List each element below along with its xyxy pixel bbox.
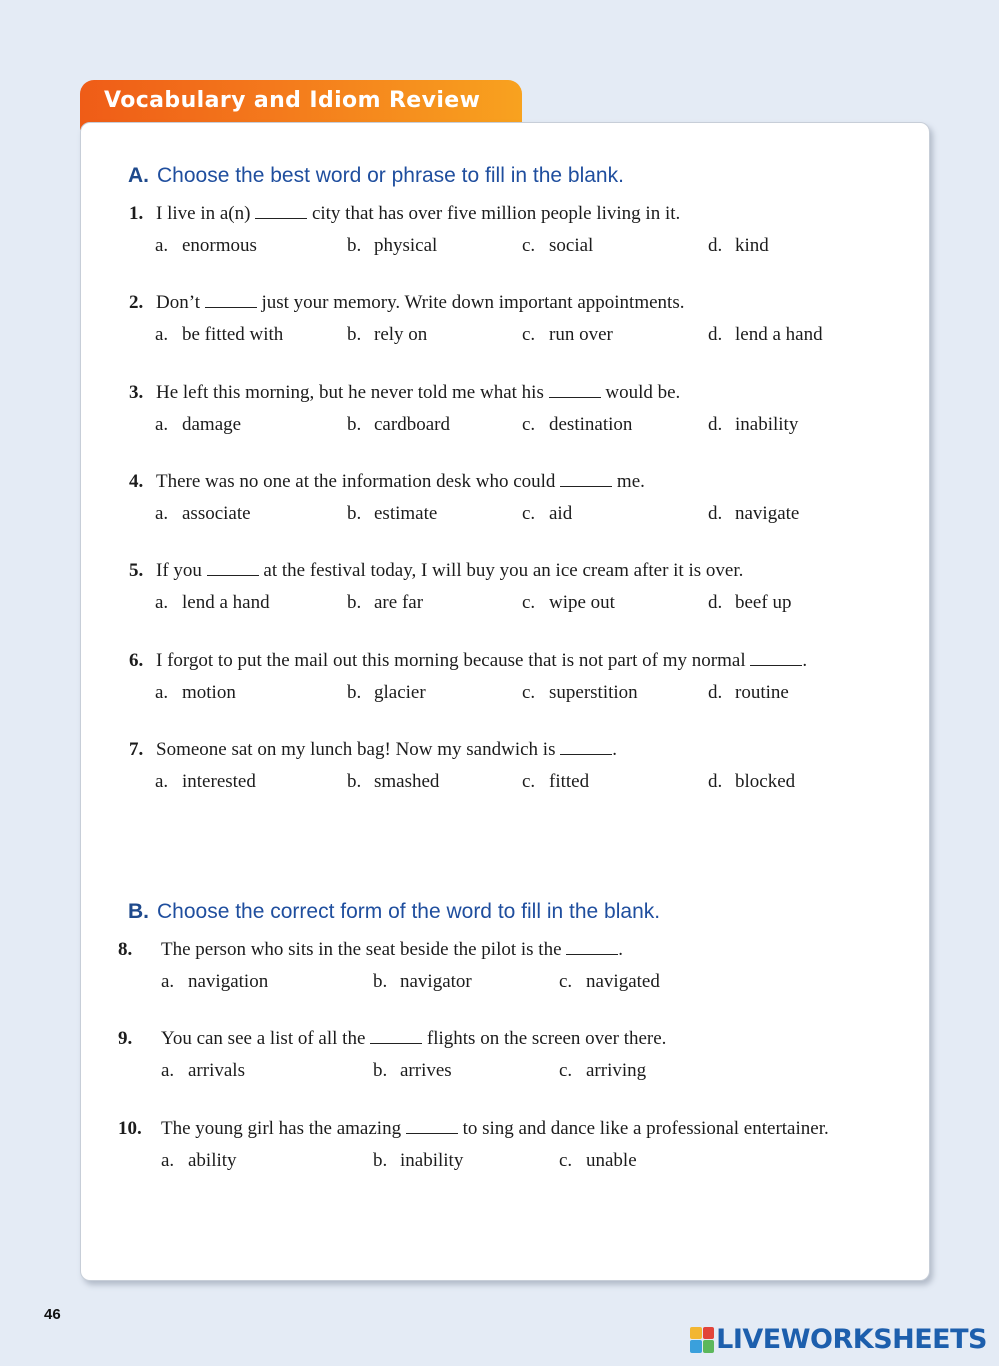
- answer-blank[interactable]: [560, 473, 612, 487]
- page-number: 46: [44, 1306, 61, 1323]
- answer-blank[interactable]: [205, 294, 257, 308]
- option-letter: a.: [155, 414, 169, 435]
- question-5: [129, 560, 743, 582]
- option-letter: b.: [347, 324, 362, 345]
- section-b-letter: B.: [128, 900, 149, 923]
- answer-option[interactable]: [522, 324, 613, 346]
- option-letter: b.: [373, 1150, 388, 1171]
- question-number: 6.: [129, 650, 144, 671]
- option-text: navigated: [586, 971, 660, 992]
- option-text: ability: [188, 1150, 237, 1171]
- answer-option[interactable]: [708, 503, 799, 525]
- question-number: 10.: [118, 1118, 142, 1139]
- question-text-after: to sing and dance like a professional entertainer.: [462, 1118, 829, 1139]
- option-text: estimate: [374, 503, 438, 524]
- question-text-before: He left this morning, but he never told me what his: [156, 382, 544, 403]
- question-text-before: The person who sits in the seat beside the pilot is the: [161, 939, 562, 960]
- answer-option[interactable]: [347, 592, 423, 614]
- option-letter: d.: [708, 235, 723, 256]
- question-text-after: at the festival today, I will buy you an ice cream after it is over.: [263, 560, 744, 581]
- answer-option[interactable]: [708, 682, 789, 704]
- answer-option[interactable]: [522, 503, 572, 525]
- option-text: routine: [735, 682, 789, 703]
- answer-blank[interactable]: [549, 384, 601, 398]
- option-text: navigator: [400, 971, 472, 992]
- question-2: [129, 292, 684, 314]
- option-text: destination: [549, 414, 633, 435]
- brand-logo: [690, 1324, 987, 1355]
- option-letter: c.: [522, 324, 536, 345]
- option-text: social: [549, 235, 594, 256]
- question-number: 3.: [129, 382, 144, 403]
- answer-option[interactable]: [161, 1060, 245, 1082]
- option-letter: d.: [708, 592, 723, 613]
- option-text: arriving: [586, 1060, 647, 1081]
- option-text: inability: [400, 1150, 464, 1171]
- answer-option[interactable]: [373, 1060, 452, 1082]
- question-number: 5.: [129, 560, 144, 581]
- answer-blank[interactable]: [255, 205, 307, 219]
- option-letter: c.: [522, 503, 536, 524]
- answer-option[interactable]: [161, 1150, 237, 1172]
- option-letter: b.: [347, 682, 362, 703]
- answer-blank[interactable]: [207, 562, 259, 576]
- option-text: damage: [182, 414, 242, 435]
- answer-option[interactable]: [708, 235, 769, 257]
- question-6: [129, 650, 807, 672]
- option-letter: c.: [559, 1150, 573, 1171]
- option-text: interested: [182, 771, 256, 792]
- answer-option[interactable]: [347, 503, 437, 525]
- option-letter: a.: [155, 682, 169, 703]
- option-text: enormous: [182, 235, 257, 256]
- question-text-after: .: [612, 739, 617, 760]
- answer-option[interactable]: [347, 682, 426, 704]
- question-number: 9.: [118, 1028, 133, 1049]
- question-4: [129, 471, 645, 493]
- option-text: arrives: [400, 1060, 452, 1081]
- answer-option[interactable]: [347, 414, 450, 436]
- option-letter: c.: [522, 771, 536, 792]
- answer-option[interactable]: [155, 682, 236, 704]
- option-letter: b.: [373, 971, 388, 992]
- answer-option[interactable]: [522, 592, 615, 614]
- question-text-before: There was no one at the information desk who could: [156, 471, 556, 492]
- option-text: run over: [549, 324, 613, 345]
- question-text-before: The young girl has the amazing: [161, 1118, 402, 1139]
- option-letter: c.: [559, 1060, 573, 1081]
- question-number: 1.: [129, 203, 144, 224]
- option-text: inability: [735, 414, 799, 435]
- question-7: [129, 739, 617, 761]
- section-b-heading: [128, 900, 660, 924]
- question-text-after: flights on the screen over there.: [426, 1028, 667, 1049]
- option-letter: d.: [708, 503, 723, 524]
- question-number: 2.: [129, 292, 144, 313]
- brand-name: LIVEWORKSHEETS: [716, 1324, 987, 1355]
- option-letter: b.: [347, 592, 362, 613]
- answer-option[interactable]: [347, 771, 439, 793]
- answer-option[interactable]: [522, 771, 589, 793]
- answer-option[interactable]: [155, 235, 257, 257]
- section-a-letter: A.: [128, 164, 149, 187]
- option-letter: d.: [708, 414, 723, 435]
- question-number: 4.: [129, 471, 144, 492]
- option-letter: b.: [347, 503, 362, 524]
- question-text-before: You can see a list of all the: [161, 1028, 366, 1049]
- option-text: cardboard: [374, 414, 450, 435]
- answer-blank[interactable]: [406, 1120, 458, 1134]
- option-letter: d.: [708, 682, 723, 703]
- question-text-after: .: [618, 939, 624, 960]
- option-text: aid: [549, 503, 573, 524]
- question-number: 7.: [129, 739, 144, 760]
- question-text-before: I live in a(n): [156, 203, 251, 224]
- option-text: physical: [374, 235, 438, 256]
- option-letter: a.: [155, 235, 169, 256]
- answer-option[interactable]: [373, 971, 472, 993]
- answer-option[interactable]: [161, 971, 268, 993]
- answer-option[interactable]: [708, 592, 791, 614]
- answer-option[interactable]: [347, 324, 427, 346]
- question-text-before: Someone sat on my lunch bag! Now my sandwich is: [156, 739, 556, 760]
- option-letter: a.: [155, 503, 169, 524]
- option-letter: a.: [161, 1060, 175, 1081]
- option-letter: a.: [155, 771, 169, 792]
- question-8: [118, 939, 623, 961]
- option-text: wipe out: [549, 592, 615, 613]
- option-letter: c.: [522, 682, 536, 703]
- page-title: Vocabulary and Idiom Review: [104, 88, 481, 113]
- option-letter: d.: [708, 324, 723, 345]
- option-letter: b.: [347, 771, 362, 792]
- option-text: lend a hand: [182, 592, 270, 613]
- answer-option[interactable]: [708, 324, 823, 346]
- option-text: associate: [182, 503, 251, 524]
- option-text: lend a hand: [735, 324, 823, 345]
- brand-grid-icon: [690, 1327, 714, 1353]
- question-text-before: Don’t: [156, 292, 200, 313]
- answer-blank[interactable]: [370, 1030, 422, 1044]
- option-letter: a.: [155, 592, 169, 613]
- question-3: [129, 382, 680, 404]
- answer-option[interactable]: [559, 1060, 646, 1082]
- option-text: motion: [182, 682, 236, 703]
- section-b-instruction: Choose the correct form of the word to fill in the blank.: [157, 900, 661, 923]
- question-text-after: me.: [616, 471, 645, 492]
- option-text: unable: [586, 1150, 637, 1171]
- option-text: navigation: [188, 971, 269, 992]
- option-text: fitted: [549, 771, 590, 792]
- question-1: [129, 203, 680, 225]
- option-letter: c.: [559, 971, 573, 992]
- question-text-after: would be.: [605, 382, 681, 403]
- option-letter: c.: [522, 235, 536, 256]
- option-text: are far: [374, 592, 424, 613]
- option-letter: b.: [373, 1060, 388, 1081]
- answer-option[interactable]: [155, 771, 256, 793]
- answer-option[interactable]: [347, 235, 437, 257]
- option-letter: a.: [161, 1150, 175, 1171]
- answer-option[interactable]: [522, 414, 632, 436]
- option-text: blocked: [735, 771, 796, 792]
- question-9: [118, 1028, 666, 1050]
- option-letter: b.: [347, 235, 362, 256]
- section-a-instruction: Choose the best word or phrase to fill in the blank.: [157, 164, 624, 187]
- question-text-after: just your memory. Write down important appointments.: [261, 292, 685, 313]
- question-text-before: I forgot to put the mail out this morning because that is not part of my normal: [156, 650, 746, 671]
- question-text-before: If you: [156, 560, 202, 581]
- option-letter: c.: [522, 592, 536, 613]
- section-a-heading: [128, 164, 624, 188]
- answer-blank[interactable]: [750, 652, 802, 666]
- answer-option[interactable]: [708, 771, 795, 793]
- option-text: kind: [735, 235, 769, 256]
- option-text: rely on: [374, 324, 428, 345]
- option-text: be fitted with: [182, 324, 284, 345]
- option-text: smashed: [374, 771, 440, 792]
- option-text: superstition: [549, 682, 638, 703]
- answer-option[interactable]: [708, 414, 798, 436]
- option-text: navigate: [735, 503, 800, 524]
- option-letter: a.: [155, 324, 169, 345]
- answer-option[interactable]: [559, 1150, 637, 1172]
- option-letter: d.: [708, 771, 723, 792]
- question-text-after: city that has over five million people living in it.: [311, 203, 681, 224]
- answer-blank[interactable]: [566, 941, 618, 955]
- answer-option[interactable]: [559, 971, 660, 993]
- option-text: beef up: [735, 592, 792, 613]
- question-10: [118, 1118, 829, 1140]
- option-text: glacier: [374, 682, 426, 703]
- question-number: 8.: [118, 939, 133, 960]
- option-letter: c.: [522, 414, 536, 435]
- answer-blank[interactable]: [560, 741, 612, 755]
- answer-option[interactable]: [522, 235, 593, 257]
- option-text: arrivals: [188, 1060, 245, 1081]
- option-letter: b.: [347, 414, 362, 435]
- question-text-after: .: [802, 650, 808, 671]
- answer-option[interactable]: [155, 503, 251, 525]
- option-letter: a.: [161, 971, 175, 992]
- answer-option[interactable]: [373, 1150, 463, 1172]
- answer-option[interactable]: [155, 324, 283, 346]
- answer-option[interactable]: [155, 592, 270, 614]
- answer-option[interactable]: [522, 682, 638, 704]
- answer-option[interactable]: [155, 414, 241, 436]
